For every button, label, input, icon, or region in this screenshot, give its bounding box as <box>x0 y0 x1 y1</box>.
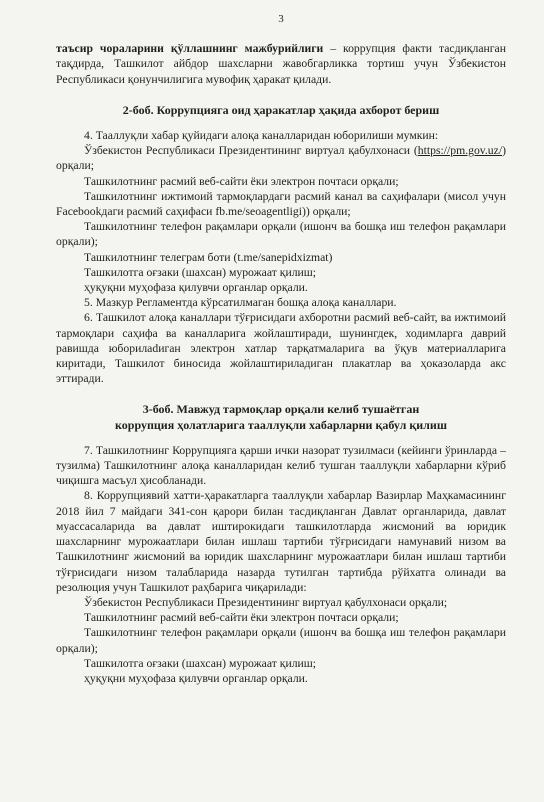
virtual-reception-link[interactable]: https://pm.gov.uz/ <box>417 144 503 158</box>
page-number: 3 <box>278 13 284 25</box>
reception-item-4: Ташкилотга оғзаки (шахсан) мурожаат қилиш; <box>84 656 317 670</box>
channel-item-1-text-a: Ўзбекистон Республикаси Президентининг виртуал қабулхонаси ( <box>84 144 418 158</box>
chapter-3-title-line-1: 3-боб. Мавжуд тармоқлар орқали келиб тушаётган <box>142 402 420 417</box>
paragraph-7: 7. Ташкилотнинг Коррупцияга қарши ички назорат тузилмаси (кейинги ўринларда –тузилма) Ташкилотнинг алоқа каналларидан келиб тушган тааллуқли хабарларни кўриб чиқишга масъул ҳисобланади. <box>56 443 506 488</box>
channel-item-4: Ташкилотнинг телефон рақамлари орқали (ишонч ва бошқа иш телефон рақамлари орқали); <box>56 220 506 249</box>
channel-item-2: Ташкилотнинг расмий веб-сайти ёки электрон почтаси орқали; <box>84 174 399 188</box>
channel-item-1-text-b: ) орқали; <box>56 144 506 173</box>
paragraph-text: – коррупция факти тасдиқланган тақдирда, Ташкилот айбдор шахсларни жавобгарликка тортиш учун Ўзбекистон Республикаси қонунчилигига мувофиқ ҳаракат қилади. <box>56 42 506 86</box>
channel-item-1 <box>56 143 506 173</box>
chapter-2-title: 2-боб. Коррупцияга оид ҳаракатлар ҳақида ахборот бериш <box>122 102 440 117</box>
paragraph-4: 4. Тааллуқли хабар қуйидаги алоқа каналларидан юборилиши мумкин: <box>84 129 439 143</box>
reception-item-1: Ўзбекистон Республикаси Президентининг виртуал қабулхонаси орқали; <box>84 595 448 609</box>
reception-item-2: Ташкилотнинг расмий веб-сайти ёки электрон почтаси орқали; <box>84 611 399 625</box>
bold-phrase: таъсир чораларини қўллашнинг мажбурийлиги <box>56 42 324 56</box>
paragraph-8: 8. Коррупциявий хатти-ҳаракатларга тааллуқли хабарлар Вазирлар Маҳкамасининг 2018 йил 7 майдаги 341-сон қарори билан тасдиқланган Давлат органларида, давлат муассасаларида ва давлат иштирокидаги ташкилотларда жисмоний ва юридик шахсларнинг мурожаатлари билан ишлаш тартиби тўғрисидаги намунавий низом ва Ташкилотнинг жисмоний ва юридик шахсларнинг мурожаатлари билан ишлаш тартиби тўғрисидаги низом талабларида назарда тутилган тартибда рўйхатга олинади ва резолюция учун Ташкилот раҳбарига чиқарилади: <box>56 489 506 594</box>
paragraph-intro <box>56 41 506 87</box>
paragraph-5: 5. Мазкур Регламентда кўрсатилмаган бошқа алоқа каналлари. <box>84 296 397 310</box>
channel-item-7: ҳуқуқни муҳофаза қилувчи органлар орқали. <box>84 281 308 295</box>
channel-item-6: Ташкилотга оғзаки (шахсан) мурожаат қилиш; <box>84 265 317 279</box>
chapter-3-title-line-2: коррупция ҳолатларига тааллуқли хабарларни қабул қилиш <box>115 417 447 432</box>
channel-item-3: Ташкилотнинг ижтимоий тармоқлардаги расмий канал ва саҳифалари (мисол учун Facebookдаги расмий саҳифаси fb.me/seoagentligi)) орқали; <box>56 189 506 219</box>
reception-item-5: ҳуқуқни муҳофаза қилувчи органлар орқали. <box>84 671 308 685</box>
paragraph-6: 6. Ташкилот алоқа каналлари тўғрисидаги ахборотни расмий веб-сайт, ва ижтимоий тармоқлари саҳифа ва каналларига жойлаштиради, шунингдек, ходимларга даврий равишда юборилadиган электрон хатлар тарқатмаларига ва ўқув материалларига киритади, Ташкилот биносида жойлаштириладиган плакатлар ва ҳоказоларда акс эттиради. <box>56 311 506 386</box>
reception-item-3: Ташкилотнинг телефон рақамлари орқали (ишонч ва бошқа иш телефон рақамлари орқали); <box>56 626 506 655</box>
channel-item-5: Ташкилотнинг телеграм боти (t.me/sanepidxizmat) <box>84 250 333 264</box>
